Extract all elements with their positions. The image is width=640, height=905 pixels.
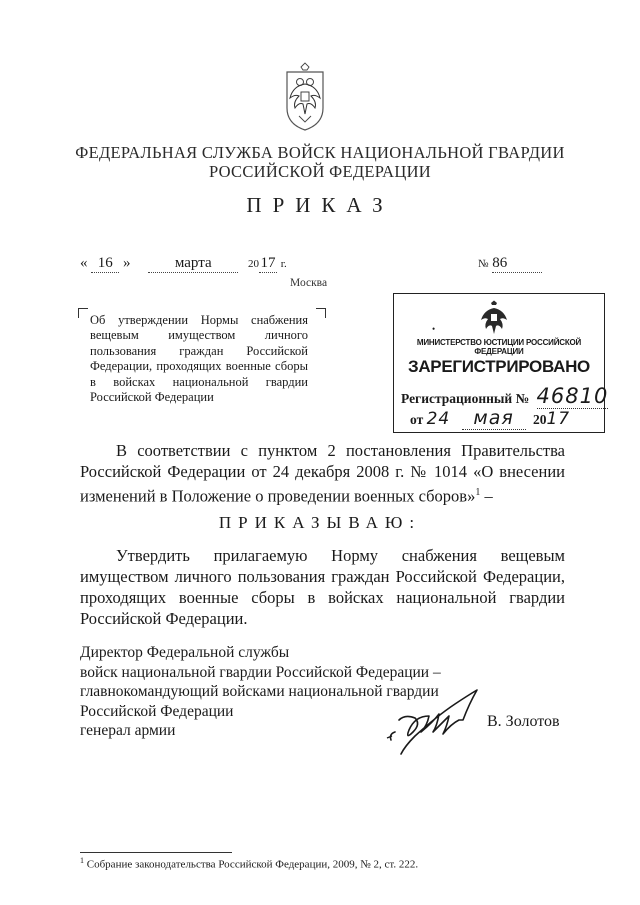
signer-line-5: генерал армии [80, 722, 176, 739]
stamp-date-day: 24 [426, 409, 451, 429]
stamp-registration-number [401, 384, 608, 408]
footnote [80, 856, 418, 871]
signer-line-2: войск национальной гвардии Российской Федерации – [80, 663, 441, 681]
date-year-prefix: 20 [248, 258, 259, 270]
document-type-title: ПРИКАЗ [246, 193, 394, 217]
stamp-mark: • [432, 324, 436, 334]
order-text: Утвердить прилагаемую Норму снабжения вещевым имуществом личного пользования граждан Российской Федерации, проходящих военные сборы в войсках национальной гвардии Российской Федерации. [80, 546, 565, 628]
number-value: 86 [492, 255, 542, 273]
agency-line-2: РОССИЙСКОЙ ФЕДЕРАЦИИ [208, 162, 432, 181]
agency-line-1: ФЕДЕРАЛЬНАЯ СЛУЖБА ВОЙСК НАЦИОНАЛЬНОЙ ГВАРДИИ [75, 143, 565, 162]
footnote-ref: 1 [80, 856, 84, 865]
date-year-abbr: г. [280, 258, 287, 270]
subject-bracket-right [316, 308, 326, 318]
order-verb: ПРИКАЗЫВАЮ: [218, 513, 422, 532]
order-date [80, 255, 287, 273]
preamble-footnote-ref: 1 [475, 487, 481, 498]
signer-line-3: главнокомандующий войсками национальной гвардии [80, 683, 439, 700]
preamble [80, 440, 565, 507]
footnote-text: Собрание законодательства Российской Федерации, 2009, № 2, ст. 222. [86, 858, 419, 871]
registration-stamp [393, 293, 609, 433]
handwritten-signature [385, 680, 485, 770]
stamp-ministry: МИНИСТЕРСТВО ЮСТИЦИИ РОССИЙСКОЙ ФЕДЕРАЦИИ [416, 338, 582, 356]
footnote-divider [80, 852, 232, 853]
coat-of-arms-emblem [279, 62, 331, 132]
date-day: 16 [91, 255, 119, 273]
order-number [478, 255, 542, 273]
signer-line-4: Российской Федерации [80, 702, 234, 720]
preamble-text: В соответствии с пунктом 2 постановления Правительства Российской Федерации от 24 декабря 2008 г. № 1014 «О внесении изменений в Положение о проведении военных сборов» [80, 441, 565, 506]
stamp-date-year-suffix: 17 [546, 409, 571, 429]
stamp-reg-number: 46810 [536, 384, 609, 408]
date-year-suffix: 17 [260, 255, 276, 271]
date-month: марта [148, 255, 238, 273]
stamp-registration-date [410, 407, 570, 430]
stamp-reg-label: Регистрационный № [401, 391, 530, 406]
order-subject: Об утверждении Нормы снабжения вещевым имуществом личного пользования граждан Российской Федерации, проходящих военные сборы в войсках национальной гвардии Российской Федерации [90, 313, 308, 405]
subject-bracket-left [78, 308, 88, 318]
stamp-status: ЗАРЕГИСТРИРОВАНО [407, 357, 590, 376]
date-open-quote: « [80, 255, 88, 271]
preamble-end: – [480, 486, 493, 506]
stamp-date-prefix: от [410, 412, 424, 427]
stamp-date-month: мая [462, 407, 526, 430]
signer-name: В. Золотов [487, 713, 560, 730]
signer-line-1: Директор Федеральной службы [80, 644, 290, 661]
coat-of-arms-stamp-emblem [476, 300, 512, 336]
number-sign: № [478, 258, 489, 270]
issuing-agency [0, 143, 640, 181]
stamp-date-year-prefix: 20 [532, 412, 547, 427]
date-close-quote: » [123, 255, 131, 271]
issue-city: Москва [290, 277, 328, 289]
